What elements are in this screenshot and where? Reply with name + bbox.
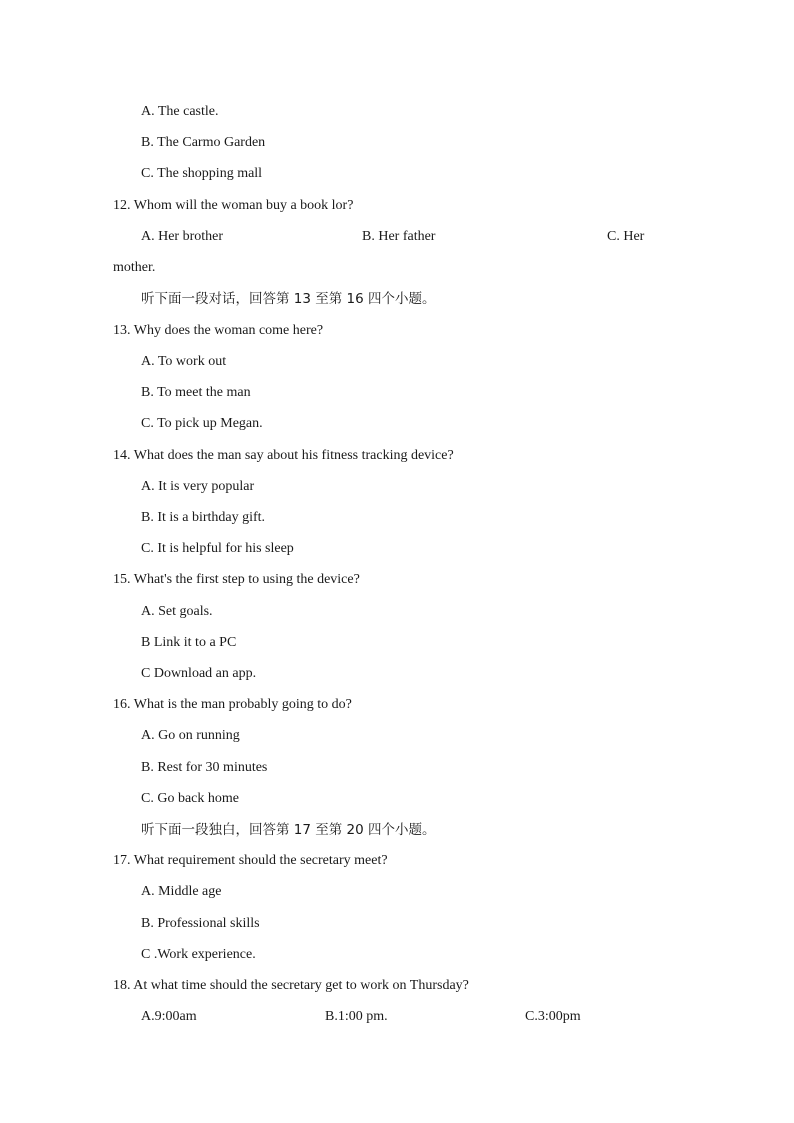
- q12-option-c: C. Her: [607, 229, 645, 244]
- q15-option-b: B Link it to a PC: [141, 635, 237, 650]
- q13-option-a: A. To work out: [141, 354, 227, 369]
- q14-option-c: C. It is helpful for his sleep: [141, 541, 294, 556]
- q18-option-b: B.1:00 pm.: [325, 1009, 388, 1024]
- q17-option-a: A. Middle age: [141, 884, 222, 899]
- q18-option-c: C.3:00pm: [525, 1009, 581, 1024]
- q12-option-c-wrap: mother.: [113, 260, 156, 275]
- section-heading-13-16: 听下面一段对话，回答第 13 至第 16 四个小题。: [141, 291, 436, 307]
- q11-option-c: C. The shopping mall: [141, 166, 263, 181]
- q18-question: 18. At what time should the secretary get to work on Thursday?: [113, 978, 469, 993]
- q16-option-b: B. Rest for 30 minutes: [141, 760, 268, 775]
- q16-option-a: A. Go on running: [141, 728, 240, 743]
- q16-option-c: C. Go back home: [141, 791, 239, 806]
- q14-option-b: B. It is a birthday gift.: [141, 510, 266, 525]
- q17-option-c: C .Work experience.: [141, 947, 256, 962]
- q14-question: 14. What does the man say about his fitness tracking device?: [113, 448, 454, 463]
- q12-option-b: B. Her father: [362, 229, 436, 244]
- q14-option-a: A. It is very popular: [141, 479, 255, 494]
- q18-option-a: A.9:00am: [141, 1009, 197, 1024]
- q13-option-c: C. To pick up Megan.: [141, 416, 263, 431]
- q12-option-a: A. Her brother: [141, 229, 224, 244]
- section-heading-17-20: 听下面一段独白，回答第 17 至第 20 四个小题。: [141, 822, 436, 838]
- q17-question: 17. What requirement should the secretary meet?: [113, 853, 388, 868]
- q15-option-a: A. Set goals.: [141, 604, 213, 619]
- q16-question: 16. What is the man probably going to do?: [113, 697, 352, 712]
- q17-option-b: B. Professional skills: [141, 916, 260, 931]
- q15-question: 15. What's the first step to using the device?: [113, 572, 360, 587]
- q12-question: 12. Whom will the woman buy a book lor?: [113, 198, 354, 213]
- q11-option-b: B. The Carmo Garden: [141, 135, 266, 150]
- q15-option-c: C Download an app.: [141, 666, 257, 681]
- q13-question: 13. Why does the woman come here?: [113, 323, 324, 338]
- q11-option-a: A. The castle.: [141, 104, 219, 119]
- q13-option-b: B. To meet the man: [141, 385, 251, 400]
